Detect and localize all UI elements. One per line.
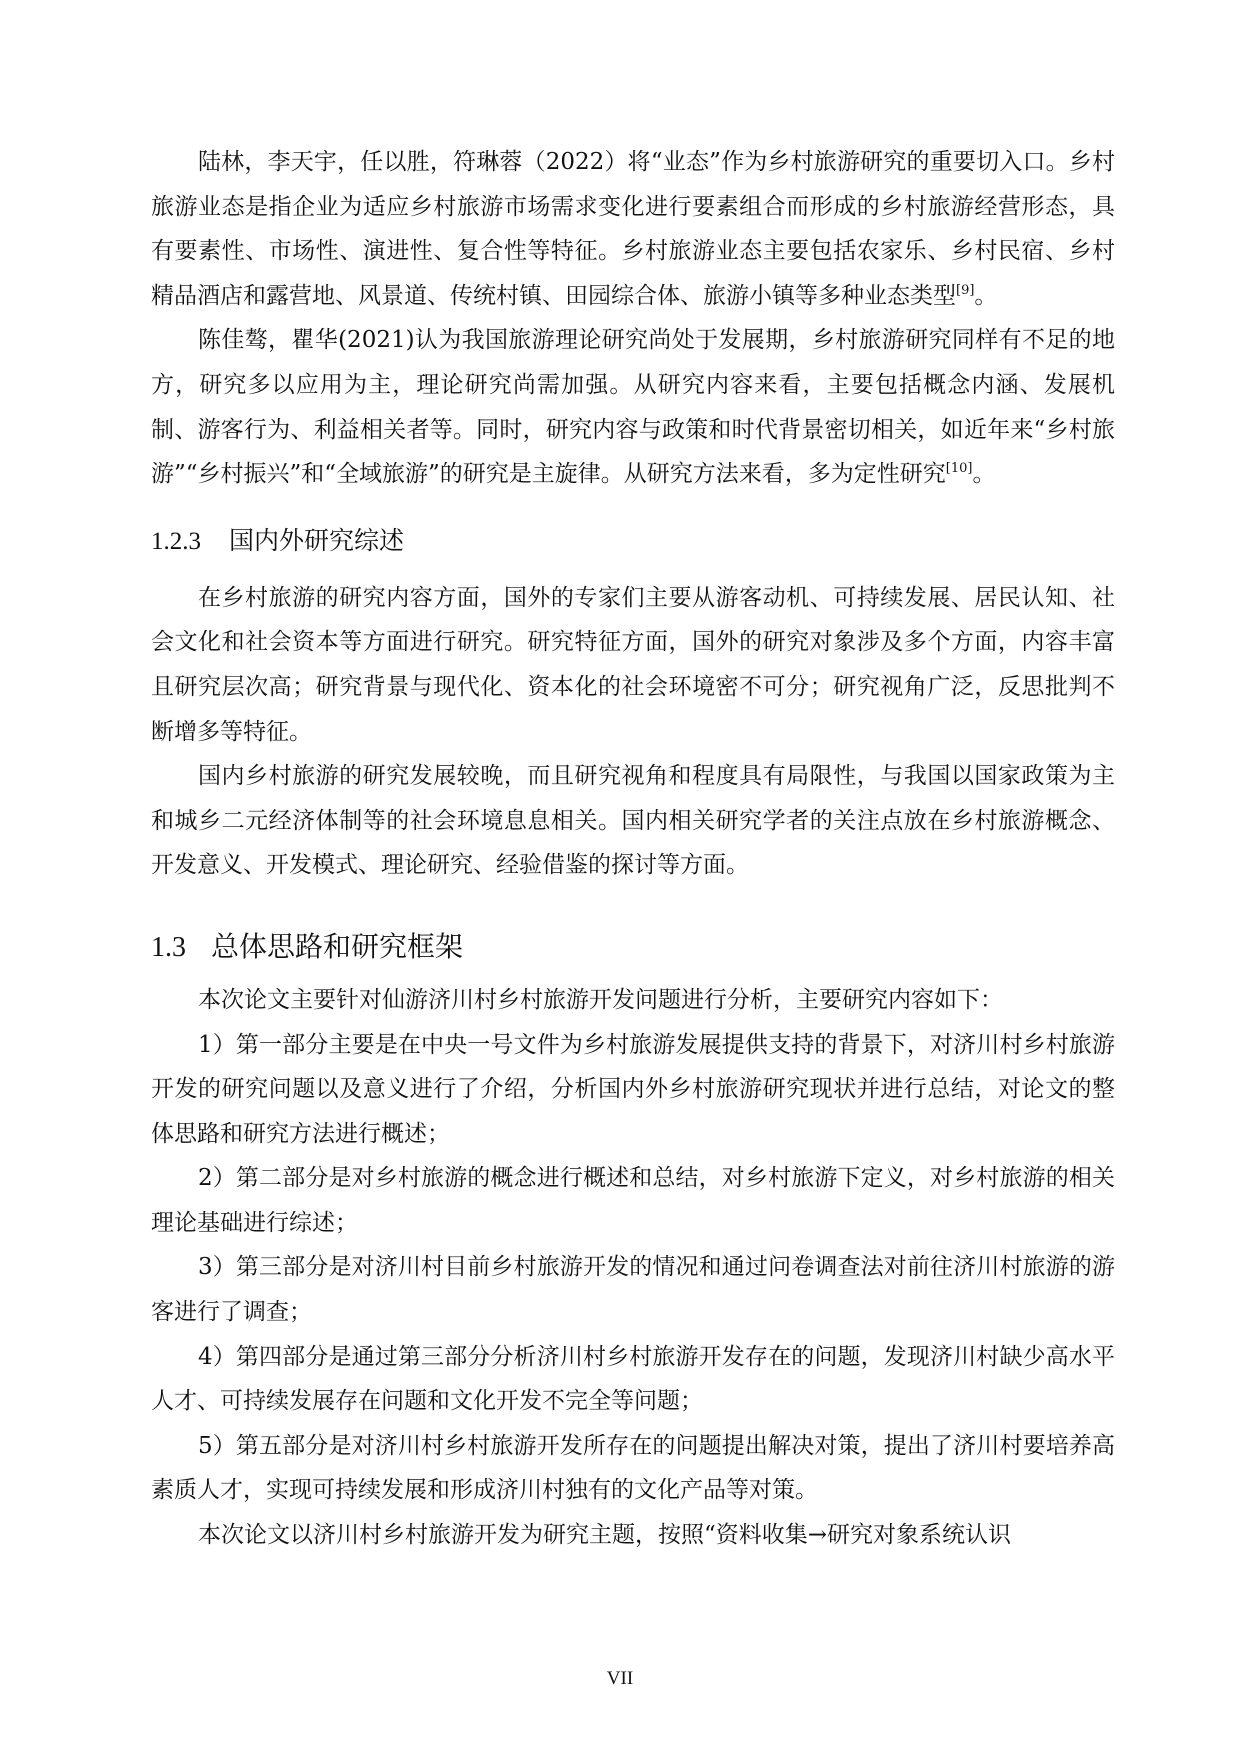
list-item-part-1: 1）第一部分主要是在中央一号文件为乡村旅游发展提供支持的背景下，对济川村乡村旅游开发的研究问题以及意义进行了介绍，分析国内外乡村旅游研究现状并进行总结，对论文的整体思路和研究方法进行概述；	[151, 1031, 1115, 1147]
section-number: 1.3	[151, 931, 186, 963]
paragraph-luling: 陆林，李天宇，任以胜，符琳蓉（2022）将“业态”作为乡村旅游研究的重要切入口。乡村旅游业态是指企业为适应乡村旅游市场需求变化进行要素组合而形成的乡村旅游经营形态，具有要素性、市场性、演进性、复合性等特征。乡村旅游业态主要包括农家乐、乡村民宿、乡村精品酒店和露营地、风景道、传统村镇、田园综合体、旅游小镇等多种业态类型[9]。	[151, 149, 1115, 309]
paragraph-chenjiaao: 陈佳骜，瞿华(2021)认为我国旅游理论研究尚处于发展期，乡村旅游研究同样有不足的地方，研究多以应用为主，理论研究尚需加强。从研究内容来看，主要包括概念内涵、发展机制、游客行为、利益相关者等。同时，研究内容与政策和时代背景密切相关，如近年来“乡村旅游”“乡村振兴”和“全域旅游”的研究是主旋律。从研究方法来看，多为定性研究[10]。	[151, 327, 1115, 488]
section-heading-1-3	[151, 927, 1115, 968]
citation-9[interactable]: [9]	[956, 282, 975, 298]
section-heading-1-2-3	[151, 523, 1115, 560]
paragraph-intro: 本次论文主要针对仙游济川村乡村旅游开发问题进行分析，主要研究内容如下：	[198, 986, 1003, 1013]
section-number: 1.2.3	[151, 527, 201, 555]
list-item-part-4: 4）第四部分是通过第三部分分析济川村乡村旅游开发存在的问题，发现济川村缺少高水平人才、可持续发展存在问题和文化开发不完全等问题；	[151, 1343, 1115, 1415]
section-title: 总体思路和研究框架	[211, 929, 464, 963]
list-item-part-3: 3）第三部分是对济川村目前乡村旅游开发的情况和通过问卷调查法对前往济川村旅游的游客进行了调查；	[151, 1254, 1115, 1326]
page-number: VII	[606, 1668, 634, 1689]
list-item-part-5: 5）第五部分是对济川村乡村旅游开发所存在的问题提出解决对策，提出了济川村要培养高素质人才，实现可持续发展和形成济川村独有的文化产品等对策。	[151, 1432, 1115, 1504]
citation-10[interactable]: [10]	[945, 461, 973, 477]
page-body	[151, 140, 1115, 1558]
paragraph-framework: 本次论文以济川村乡村旅游开发为研究主题，按照“资料收集→研究对象系统认识	[198, 1522, 1012, 1549]
section-title: 国内外研究综述	[229, 525, 405, 555]
list-item-part-2: 2）第二部分是对乡村旅游的概念进行概述和总结，对乡村旅游下定义，对乡村旅游的相关理论基础进行综述；	[151, 1165, 1115, 1236]
paragraph-domestic-research: 国内乡村旅游的研究发展较晚，而且研究视角和程度具有局限性，与我国以国家政策为主和城乡二元经济体制等的社会环境息息相关。国内相关研究学者的关注点放在乡村旅游概念、开发意义、开发模式、理论研究、经验借鉴的探讨等方面。	[151, 763, 1115, 879]
paragraph-foreign-research: 在乡村旅游的研究内容方面，国外的专家们主要从游客动机、可持续发展、居民认知、社会文化和社会资本等方面进行研究。研究特征方面，国外的研究对象涉及多个方面，内容丰富且研究层次高；研究背景与现代化、资本化的社会环境密不可分；研究视角广泛，反思批判不断增多等特征。	[151, 584, 1115, 745]
